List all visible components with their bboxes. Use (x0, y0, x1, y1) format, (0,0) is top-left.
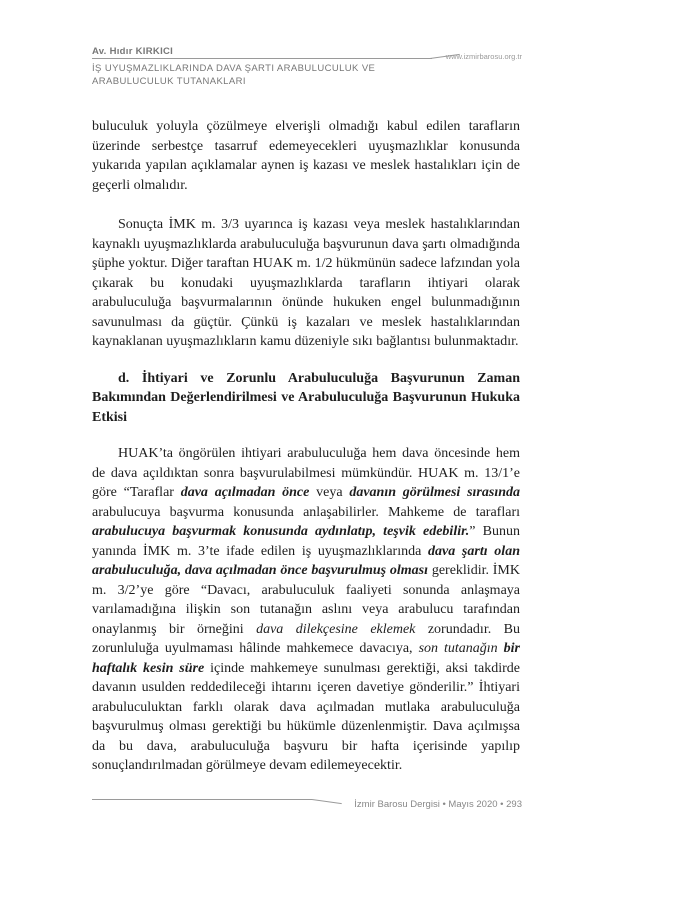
header-rule (92, 58, 432, 59)
italic-text: son tutanağın (418, 641, 498, 656)
website-url: www.izmirbarosu.org.tr (445, 52, 522, 61)
page-number: 293 (506, 799, 522, 810)
italic-text: dava dilekçesine eklemek (256, 621, 416, 637)
text-segment: veya (309, 485, 350, 500)
text-segment: zorundadır. Bu zorunluluğa uyulmaması hâlinde mahkemece davacıya, (92, 621, 520, 656)
author-name: Av. Hıdır KIRKICI (92, 46, 174, 57)
text-segment: ” Bunun yanında İMK m. 3’te ifade edilen iş uyuşmazlıklarında (92, 524, 520, 559)
section-heading: d. İhtiyari ve Zorunlu Arabuluculuğa Başvurunun Zaman Bakımından Değerlendirilmesi ve Arabuluculuğa Başvurunun Hukuka Etkisi (92, 370, 520, 425)
page-body (92, 117, 520, 776)
paragraph-conclusion: Sonuçta İMK m. 3/3 uyarınca iş kazası veya meslek hastalıklarından kaynaklı uyuşmazlıklarda arabuluculuğa başvurunun dava şartı olmadığında şüphe yoktur. Diğer taraftan HUAK m. 1/2 hükmünün sadece lafzından yola çıkarak bu konudaki uyuşmazlıklarda tarafların ihtiyari olarak arabuluculuğa başvurmalarının önünde hukuken engel bulunmadığının savunulması da güçtür. Çünkü iş kazaları ve meslek hastalıklarından kaynaklanan uyuşmazlıkların kamu düzeniyle sıkı bağlantısı bulunmaktadır. (92, 217, 520, 349)
text-segment: içinde mahkemeye sunulması gerektiği, aksi takdirde davanın usulden reddedileceği ihtarını içeren davetiye gönderilir.” İhtiyari arabuluculuktan farklı olarak dava açılmadan mutlaka arabuluculuğa başvurulmuş olması gerektiği bu hükümle düzenlenmiştir. Dava açılmışsa da bu dava, arabuluculuğa başvuru bir hafta içerisinde yapılıp sonuçlandırılmadan görülmeye devam edilemeyecektir. (92, 660, 520, 773)
emphasis-text: bir haftalık kesin süre (92, 641, 521, 676)
emphasis-text: arabulucuya başvurmak konusunda aydınlatıp, teşvik edebilir. (92, 524, 470, 539)
article-title (92, 62, 392, 88)
text-segment: HUAK’ta öngörülen ihtiyari arabuluculuğa hem dava öncesinde hem de dava açıldıktan sonra başvurulabilmesi mümkündür. HUAK m. 13/1’e göre “Taraflar (92, 446, 520, 500)
emphasis-text: dava açılmadan önce (180, 485, 310, 500)
footer-rule-slant (312, 799, 342, 804)
page-header (92, 46, 522, 90)
text-segment: arabulucuya başvurma konusunda anlaşabilirler. Mahkeme de tarafları (92, 504, 520, 520)
paragraph-mediation-timing (92, 444, 520, 776)
text-segment: gereklidir. İMK m. 3/2’ye göre “Davacı, arabuluculuk faaliyeti sonunda anlaşmaya varılamadığına ilişkin son tutanağın aslını veya arabulucu tarafından onaylanmış bir örneğini (92, 563, 520, 637)
article-title-line1: İŞ UYUŞMAZLIKLARINDA DAVA ŞARTI ARABULUCULUK VE (92, 63, 376, 74)
page-footer (92, 795, 522, 815)
journal-name: İzmir Barosu Dergisi • Mayıs 2020 • (354, 799, 504, 810)
footer-rule (92, 799, 312, 800)
emphasis-text: davanın görülmesi sırasında (349, 485, 520, 500)
emphasis-text: dava şartı olan arabuluculuğa, dava açılmadan önce başvurulmuş olması (92, 543, 520, 578)
article-title-line2: ARABULUCULUK TUTANAKLARI (92, 76, 246, 87)
footer-text (354, 799, 522, 810)
paragraph-continuation: buluculuk yoluyla çözülmeye elverişli olmadığı kabul edilen tarafların üzerinde serbestçe tasarruf edemeyecekleri uyuşmazlıklar konusunda yukarıda yapılan açıklamalar aynen iş kazası ve meslek hastalıkları için de geçerli olmalıdır. (92, 119, 520, 193)
